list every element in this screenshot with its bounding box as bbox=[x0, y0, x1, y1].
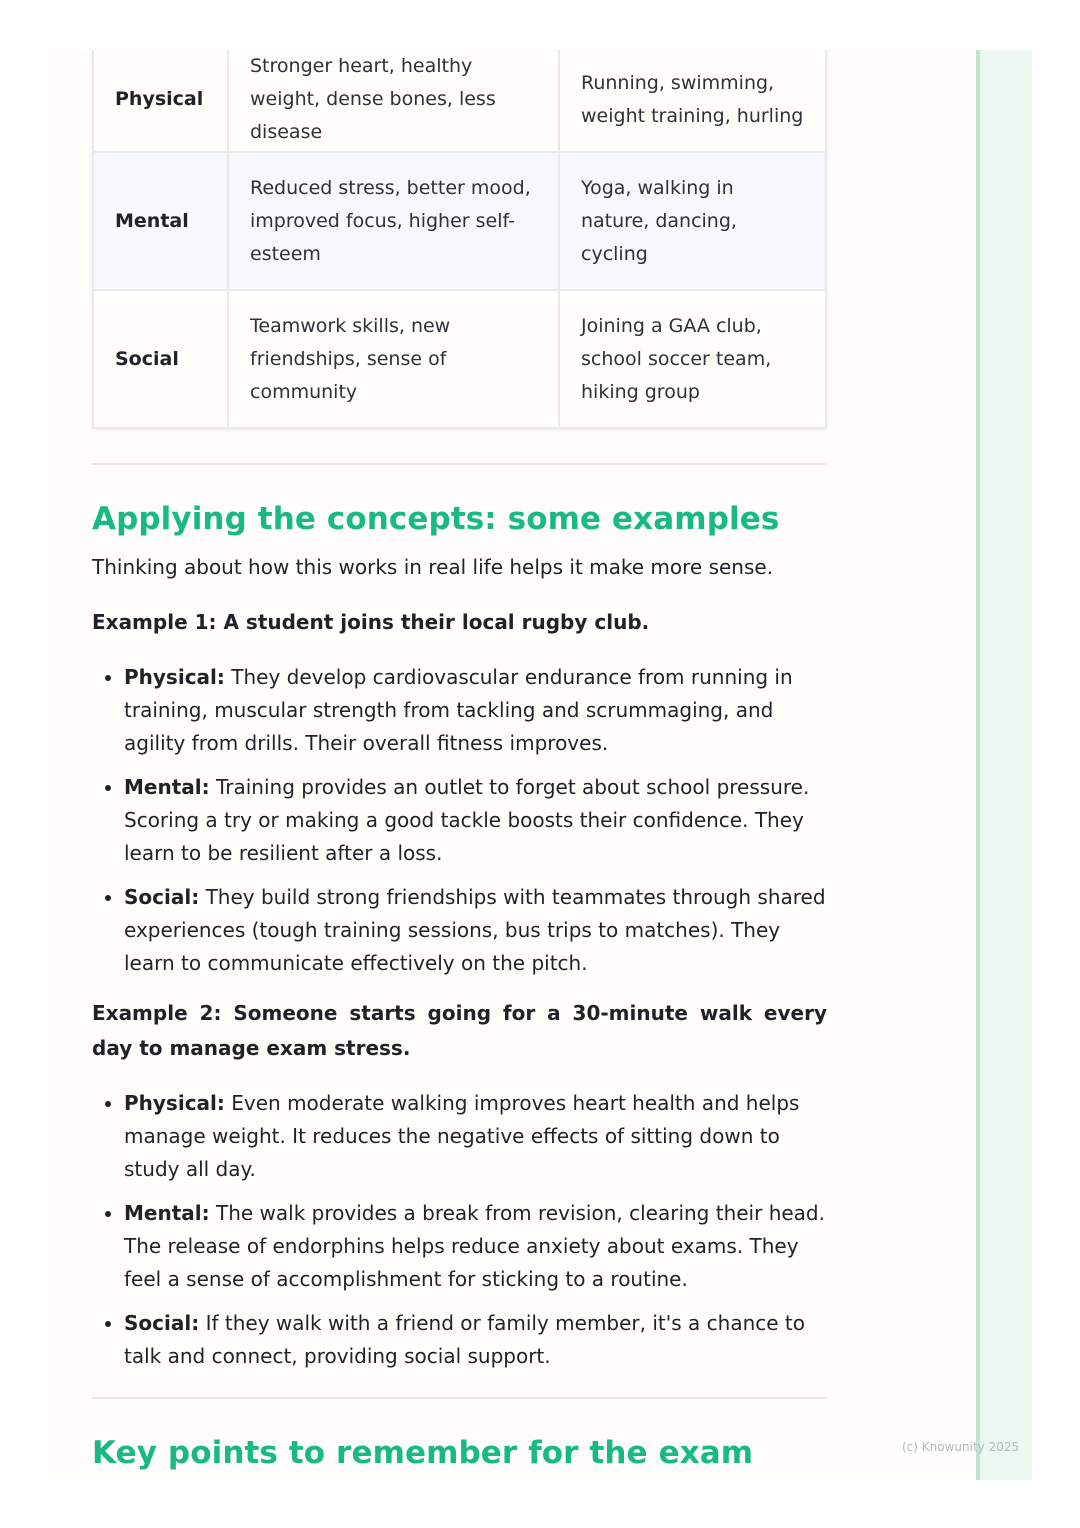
table-row bbox=[93, 290, 826, 428]
example-points-list bbox=[92, 661, 827, 980]
point-label: Mental: bbox=[124, 775, 210, 799]
point-label: Mental: bbox=[124, 1201, 210, 1225]
table-row bbox=[93, 50, 826, 152]
section-heading: Applying the concepts: some examples bbox=[92, 501, 780, 537]
list-item bbox=[124, 881, 827, 980]
table-cell-activities: Joining a GAA club, school soccer team, hiking group bbox=[559, 290, 826, 428]
table-row bbox=[93, 152, 826, 290]
point-text: The walk provides a break from revision, clearing their head. The release of endorphins helps reduce anxiety about exams. They feel a sense of accomplishment for sticking to a routine. bbox=[124, 1201, 825, 1291]
point-text: Training provides an outlet to forget about school pressure. Scoring a try or making a good tackle boosts their confidence. They learn to be resilient after a loss. bbox=[124, 775, 810, 865]
document-content bbox=[92, 50, 827, 1475]
example-title: Example 1: A student joins their local rugby club. bbox=[92, 610, 650, 634]
table-cell-activities: Running, swimming, weight training, hurling bbox=[559, 50, 826, 152]
section-divider bbox=[92, 1397, 827, 1399]
table-cell-category: Physical bbox=[93, 50, 228, 152]
list-item bbox=[124, 1087, 827, 1186]
point-text: Even moderate walking improves heart health and helps manage weight. It reduces the negative effects of sitting down to study all day. bbox=[124, 1091, 800, 1181]
section-intro: Thinking about how this works in real life helps it make more sense. bbox=[92, 555, 774, 579]
table-cell-activities: Yoga, walking in nature, dancing, cycling bbox=[559, 152, 826, 290]
list-item bbox=[124, 1197, 827, 1296]
side-strip bbox=[976, 50, 1032, 1480]
list-item bbox=[124, 661, 827, 760]
point-label: Physical: bbox=[124, 1091, 225, 1115]
table-cell-benefits: Stronger heart, healthy weight, dense bones, less disease bbox=[228, 50, 559, 152]
table-cell-category: Mental bbox=[93, 152, 228, 290]
section-divider bbox=[92, 463, 827, 465]
table-cell-benefits: Teamwork skills, new friendships, sense of community bbox=[228, 290, 559, 428]
table-cell-category: Social bbox=[93, 290, 228, 428]
example-points-list bbox=[92, 1087, 827, 1373]
table-cell-benefits: Reduced stress, better mood, improved focus, higher self-esteem bbox=[228, 152, 559, 290]
copyright-note: (c) Knowunity 2025 bbox=[902, 1440, 1020, 1454]
example-title: Example 2: Someone starts going for a 30-minute walk every day to manage exam stress. bbox=[92, 1001, 827, 1060]
section-heading: Key points to remember for the exam bbox=[92, 1435, 754, 1471]
point-label: Physical: bbox=[124, 665, 225, 689]
point-text: They develop cardiovascular endurance from running in training, muscular strength from tackling and scrummaging, and agility from drills. Their overall fitness improves. bbox=[124, 665, 793, 755]
point-label: Social: bbox=[124, 885, 200, 909]
list-item bbox=[124, 771, 827, 870]
benefits-table bbox=[92, 50, 827, 429]
point-text: If they walk with a friend or family member, it's a chance to talk and connect, providing social support. bbox=[124, 1311, 805, 1368]
point-text: They build strong friendships with teammates through shared experiences (tough training sessions, bus trips to matches). They learn to communicate effectively on the pitch. bbox=[124, 885, 826, 975]
list-item bbox=[124, 1307, 827, 1373]
point-label: Social: bbox=[124, 1311, 200, 1335]
